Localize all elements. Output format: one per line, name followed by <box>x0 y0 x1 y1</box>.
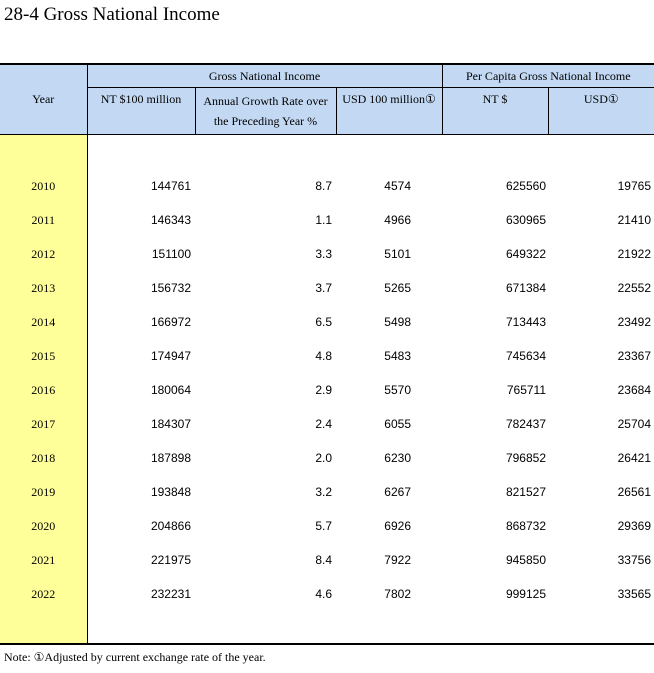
year-cell: 2011 <box>0 203 87 237</box>
pc-nt-cell: 945850 <box>505 553 546 567</box>
nt-100m-cell: 187898 <box>150 451 191 465</box>
nt-100m-cell: 221975 <box>150 553 191 567</box>
pc-nt-cell: 821527 <box>505 485 546 499</box>
pc-usd-cell: 22552 <box>617 281 651 295</box>
pc-usd-cell: 29369 <box>617 519 651 533</box>
growth-cell: 2.9 <box>315 383 332 397</box>
pc-usd-cell: 23492 <box>617 315 651 329</box>
table-row <box>0 543 654 577</box>
header-nt: NT $ <box>442 88 548 135</box>
spacer-row <box>0 611 654 644</box>
table-row <box>0 577 654 611</box>
growth-cell: 1.1 <box>315 213 332 227</box>
pc-usd-cell: 23684 <box>617 383 651 397</box>
growth-cell: 4.8 <box>315 349 332 363</box>
pc-nt-cell: 765711 <box>506 383 546 397</box>
header-usd: USD① <box>548 88 654 135</box>
growth-cell: 6.5 <box>315 315 332 329</box>
nt-100m-cell: 166972 <box>150 315 191 329</box>
year-cell: 2019 <box>0 475 87 509</box>
nt-100m-cell: 146343 <box>150 213 191 227</box>
table-row <box>0 407 654 441</box>
header-year: Year <box>0 64 87 135</box>
pc-nt-cell: 671384 <box>505 281 546 295</box>
table-row <box>0 441 654 475</box>
pc-nt-cell: 796852 <box>505 451 546 465</box>
table-row <box>0 509 654 543</box>
usd-100m-cell: 6230 <box>384 451 411 465</box>
header-growth-rate <box>195 88 336 135</box>
pc-usd-cell: 21410 <box>617 213 651 227</box>
pc-nt-cell: 630965 <box>505 213 546 227</box>
pc-nt-cell: 782437 <box>505 417 546 431</box>
footnote: Note: ①Adjusted by current exchange rate of the year. <box>4 650 266 664</box>
growth-cell: 5.7 <box>315 519 332 533</box>
header-growth-line1: Annual Growth Rate over <box>203 94 328 108</box>
nt-100m-cell: 151100 <box>151 247 191 261</box>
page-title: 28-4 Gross National Income <box>4 4 220 25</box>
nt-100m-cell: 232231 <box>150 587 191 601</box>
pc-nt-cell: 649322 <box>505 247 546 261</box>
growth-cell: 8.7 <box>315 179 332 193</box>
year-cell: 2020 <box>0 509 87 543</box>
header-per-capita-group: Per Capita Gross National Income <box>442 64 654 88</box>
nt-100m-cell: 144761 <box>150 179 191 193</box>
table-row <box>0 475 654 509</box>
table-row <box>0 237 654 271</box>
year-cell: 2021 <box>0 543 87 577</box>
table-row <box>0 271 654 305</box>
usd-100m-cell: 4966 <box>384 213 411 227</box>
growth-cell: 2.0 <box>315 451 332 465</box>
year-cell: 2010 <box>0 169 87 203</box>
pc-usd-cell: 25704 <box>617 417 651 431</box>
pc-nt-cell: 868732 <box>505 519 546 533</box>
pc-nt-cell: 745634 <box>505 349 546 363</box>
year-cell: 2016 <box>0 373 87 407</box>
pc-nt-cell: 713443 <box>505 315 546 329</box>
table-row <box>0 305 654 339</box>
header-usd-100m: USD 100 million① <box>336 88 442 135</box>
nt-100m-cell: 204866 <box>150 519 191 533</box>
year-cell: 2018 <box>0 441 87 475</box>
nt-100m-cell: 156732 <box>150 281 191 295</box>
header-gni-group: Gross National Income <box>87 64 442 88</box>
header-nt-100m: NT $100 million <box>87 88 195 135</box>
usd-100m-cell: 4574 <box>384 179 411 193</box>
pc-usd-cell: 23367 <box>617 349 651 363</box>
header-growth-line2: the Preceding Year % <box>213 114 318 128</box>
usd-100m-cell: 6926 <box>384 519 411 533</box>
usd-100m-cell: 7802 <box>384 587 411 601</box>
usd-100m-cell: 6267 <box>384 485 411 499</box>
nt-100m-cell: 184307 <box>150 417 191 431</box>
nt-100m-cell: 174947 <box>150 349 191 363</box>
year-cell: 2013 <box>0 271 87 305</box>
usd-100m-cell: 5265 <box>384 281 411 295</box>
pc-usd-cell: 33756 <box>617 553 651 567</box>
growth-cell: 2.4 <box>315 417 332 431</box>
usd-100m-cell: 7922 <box>384 553 411 567</box>
table-row <box>0 203 654 237</box>
nt-100m-cell: 193848 <box>150 485 191 499</box>
growth-cell: 8.4 <box>315 553 332 567</box>
usd-100m-cell: 5483 <box>384 349 411 363</box>
growth-cell: 3.7 <box>315 281 332 295</box>
table-row <box>0 373 654 407</box>
usd-100m-cell: 5498 <box>384 315 411 329</box>
pc-usd-cell: 21922 <box>617 247 651 261</box>
pc-nt-cell: 625560 <box>505 179 546 193</box>
spacer-row <box>0 135 654 170</box>
nt-100m-cell: 180064 <box>150 383 191 397</box>
growth-cell: 4.6 <box>315 587 332 601</box>
year-cell: 2022 <box>0 577 87 611</box>
year-cell: 2012 <box>0 237 87 271</box>
pc-usd-cell: 26421 <box>617 451 651 465</box>
pc-usd-cell: 26561 <box>617 485 651 499</box>
table-row <box>0 169 654 203</box>
year-cell: 2014 <box>0 305 87 339</box>
year-cell: 2015 <box>0 339 87 373</box>
growth-cell: 3.3 <box>315 247 332 261</box>
usd-100m-cell: 6055 <box>384 417 411 431</box>
growth-cell: 3.2 <box>315 485 332 499</box>
pc-usd-cell: 19765 <box>617 179 651 193</box>
pc-usd-cell: 33565 <box>617 587 651 601</box>
usd-100m-cell: 5101 <box>384 247 411 261</box>
year-cell: 2017 <box>0 407 87 441</box>
gni-table <box>0 63 654 645</box>
table-row <box>0 339 654 373</box>
pc-nt-cell: 999125 <box>505 587 546 601</box>
usd-100m-cell: 5570 <box>384 383 411 397</box>
